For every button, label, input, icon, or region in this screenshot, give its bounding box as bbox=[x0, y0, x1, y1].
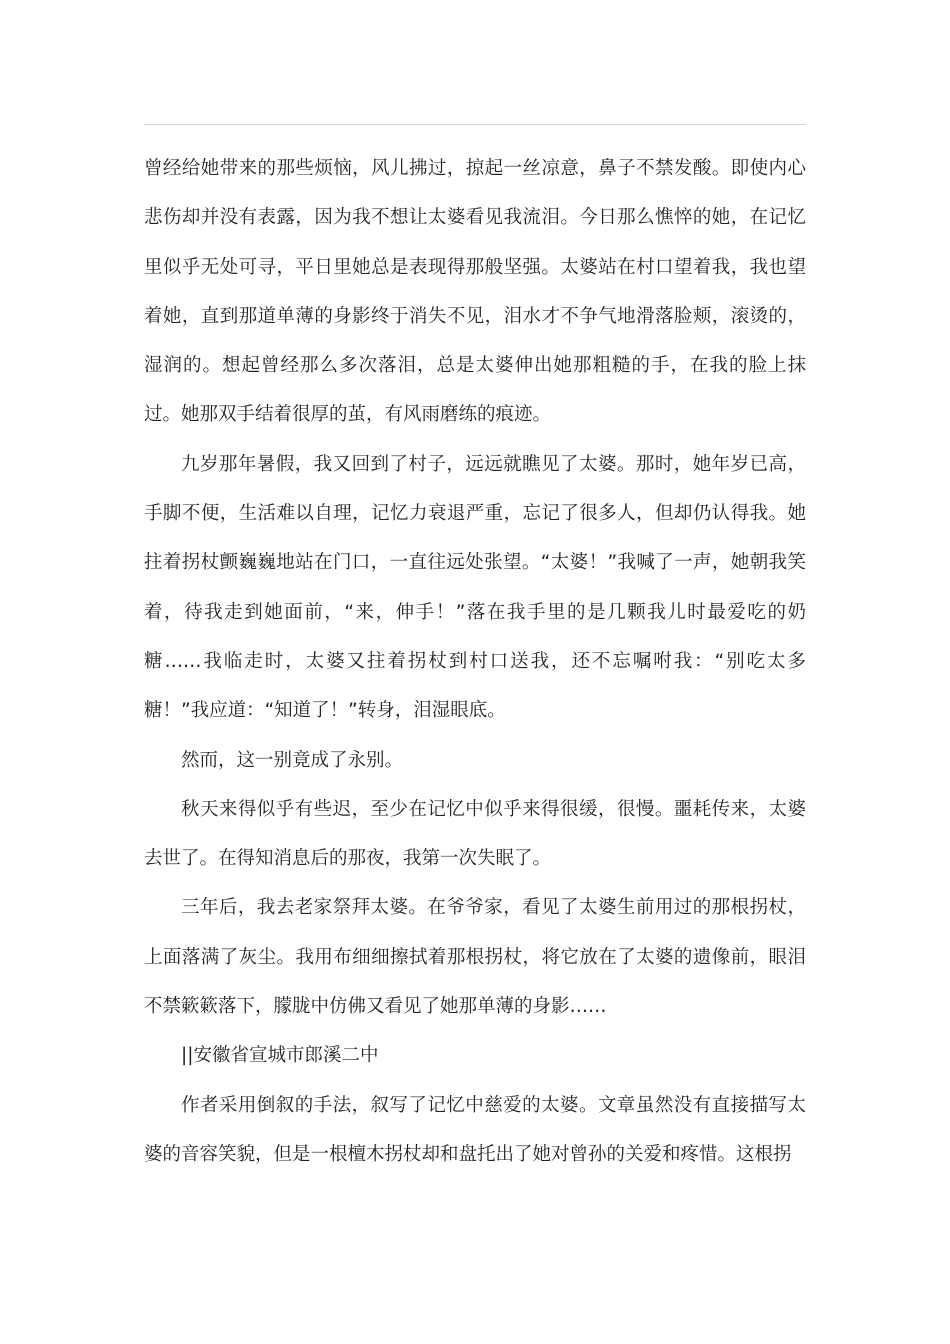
paragraph-2: 九岁那年暑假，我又回到了村子，远远就瞧见了太婆。那时，她年岁已高，手脚不便，生活难以自理，记忆力衰退严重，忘记了很多人，但却仍认得我。她拄着拐杖颤巍巍地站在门口，一直往远处张望。“太婆！”我喊了一声，她朝我笑着，待我走到她面前，“来，伸手！”落在我手里的是几颗我儿时最爱吃的奶糖……我临走时，太婆又拄着拐杖到村口送我，还不忘嘱咐我：“别吃太多糖！”我应道：“知道了！”转身，泪湿眼底。 bbox=[144, 453, 806, 722]
header-divider bbox=[144, 124, 806, 125]
paragraph-4: 秋天来得似乎有些迟，至少在记忆中似乎来得很缓，很慢。噩耗传来，太婆去世了。在得知消息后的那夜，我第一次失眠了。 bbox=[144, 798, 806, 870]
author-school: ||安徽省宣城市郎溪二中 bbox=[181, 1045, 379, 1067]
article-body bbox=[144, 144, 806, 1179]
paragraph-3: 然而，这一别竟成了永别。 bbox=[181, 749, 404, 771]
paragraph-5: 三年后，我去老家祭拜太婆。在爷爷家，看见了太婆生前用过的那根拐杖，上面落满了灰尘。我用布细细擦拭着那根拐杖，将它放在了太婆的遗像前，眼泪不禁簌簌落下，朦胧中仿佛又看见了她那单薄的身影…… bbox=[144, 897, 806, 1018]
commentary-paragraph: 作者采用倒叙的手法，叙写了记忆中慈爱的太婆。文章虽然没有直接描写太婆的音容笑貌，但是一根檀木拐杖却和盘托出了她对曾孙的关爱和疼惜。这根拐 bbox=[144, 1094, 806, 1165]
paragraph-1: 曾经给她带来的那些烦恼，风儿拂过，掠起一丝凉意，鼻子不禁发酸。即使内心悲伤却并没有表露，因为我不想让太婆看见我流泪。今日那么憔悴的她，在记忆里似乎无处可寻，平日里她总是表现得那般坚强。太婆站在村口望着我，我也望着她，直到那道单薄的身影终于消失不见，泪水才不争气地滑落脸颊，滚烫的，湿润的。想起曾经那么多次落泪，总是太婆伸出她那粗糙的手，在我的脸上抹过。她那双手结着很厚的茧，有风雨磨练的痕迹。 bbox=[144, 158, 806, 426]
